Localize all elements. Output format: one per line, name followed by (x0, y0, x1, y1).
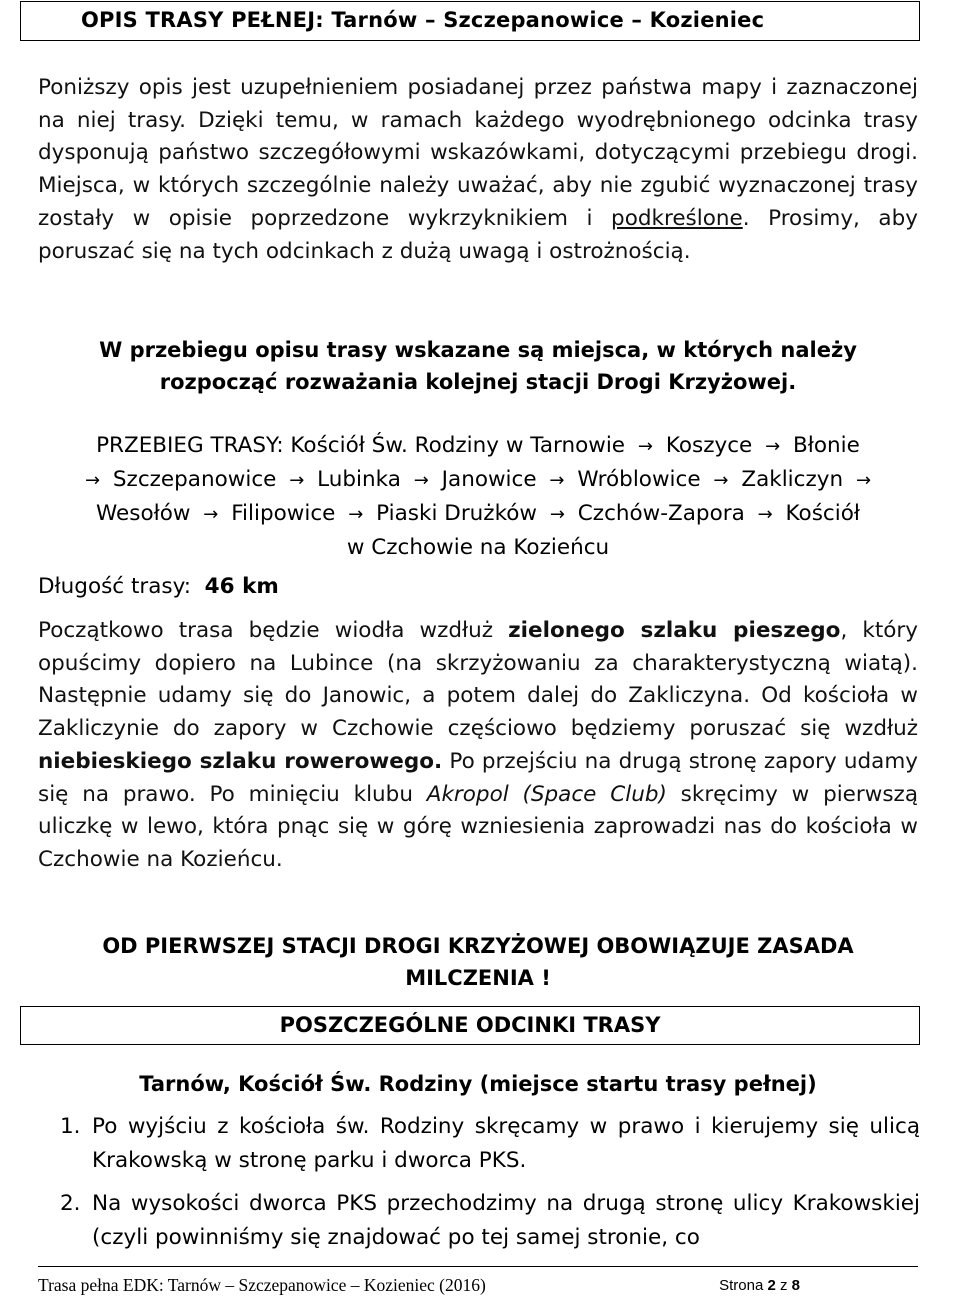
route-arrow-icon: → (549, 470, 565, 491)
route-arrow-icon: → (348, 504, 364, 525)
route-stop: w Czchowie na Kozieńcu (346, 535, 610, 560)
footer-document-name: Trasa pełna EDK: Tarnów – Szczepanowice – Kozieniec (2016) (38, 1275, 486, 1295)
route-arrow-icon: → (549, 504, 565, 525)
route-arrow-icon: → (84, 470, 101, 491)
details-text-3: Po przejściu na drugą stronę zapory udamy się na prawo. Po minięciu klubu (38, 748, 918, 807)
list-item (60, 1187, 920, 1255)
step-number: 1. (60, 1114, 81, 1139)
route-length-label: Długość trasy: (38, 574, 191, 599)
document-title: OPIS TRASY PEŁNEJ: Tarnów – Szczepanowice – Kozieniec (20, 1, 920, 41)
page-footer (38, 1266, 918, 1297)
route-arrow-icon: → (289, 470, 305, 491)
route-line-3 (38, 497, 918, 531)
steps-list (60, 1110, 920, 1255)
route-stop: Szczepanowice (112, 467, 277, 492)
route-description (38, 429, 918, 564)
route-stop: Kościół (785, 501, 860, 526)
total-pages: 8 (791, 1277, 800, 1294)
section-1-title: Tarnów, Kościół Św. Rodziny (miejsce startu trasy pełnej) (139, 1072, 817, 1096)
route-label: PRZEBIEG TRASY: (96, 433, 284, 458)
list-item (60, 1110, 920, 1178)
route-stop: Błonie (793, 433, 860, 458)
route-stop: Lubinka (317, 467, 401, 492)
intro-text-2: . Prosimy, aby poruszać się na tych odcinkach z dużą uwagą i ostrożnością. (38, 205, 918, 264)
route-arrow-icon: → (757, 504, 773, 525)
route-arrow-icon: → (765, 436, 781, 457)
club-name: Akropol (Space Club) (426, 781, 667, 807)
intro-text-1: Poniższy opis jest uzupełnieniem posiadanej przez państwa mapy i zaznaczonej na niej trasy. Dzięki temu, w ramach każdego wyodrębnionego odcinka trasy dysponują państwo szczegółowymi wskazówkami, dotyczącymi przebiegu drogi. Miejsca, w których szczególnie należy uważać, aby nie zgubić wyznaczonej trasy zostały w opisie poprzedzone wykrzyknikiem i (38, 75, 918, 231)
green-trail-name: zielonego szlaku pieszego (508, 618, 841, 643)
route-arrow-icon: → (203, 504, 219, 525)
details-text-1: Początkowo trasa będzie wiodła wzdłuż (38, 618, 509, 643)
sections-title: POSZCZEGÓLNE ODCINKI TRASY (20, 1006, 920, 1045)
route-stop: Wesołów (96, 501, 191, 526)
page-label: Strona (719, 1277, 764, 1294)
step-text: Po wyjściu z kościoła św. Rodziny skręcamy w prawo i kierujemy się ulicą Krakowską w stronę parku i dworca PKS. (92, 1114, 920, 1173)
step-text: Na wysokości dworca PKS przechodzimy na drugą stronę ulicy Krakowskiej (czyli powinniśmy się znajdować po tej samej stronie, co (92, 1191, 920, 1250)
intro-underlined-word: podkreślone (611, 205, 743, 231)
route-length-value: 46 km (204, 574, 279, 599)
page-number (719, 1277, 800, 1294)
route-line-2 (38, 463, 918, 497)
step-number: 2. (60, 1191, 81, 1216)
intro-paragraph (38, 72, 918, 268)
route-line-4 (38, 531, 918, 564)
route-stop: Zakliczyn (741, 467, 844, 492)
route-arrow-icon: → (413, 470, 429, 491)
route-stop: Wróblowice (577, 467, 701, 492)
details-text-2: , który opuścimy dopiero na Lubince (na skrzyżowaniu za charakterystyczną wiatą). Następnie udamy się do Janowic, a potem dalej do Zakliczyna. Od kościoła w Zakliczynie do zapory w Czchowie częściowo będziemy poruszać się wzdłuż (38, 618, 918, 742)
page-of: z (779, 1277, 788, 1294)
route-line-1 (38, 429, 918, 463)
route-stop: Janowice (441, 467, 537, 492)
details-text-4: skręcimy w pierwszą uliczkę w lewo, która pnąc się w górę wzniesienia zaprowadzi nas do kościoła w Czchowie na Kozieńcu. (38, 781, 918, 872)
blue-trail-name: niebieskiego szlaku rowerowego. (38, 748, 443, 774)
route-arrow-icon: → (637, 436, 653, 457)
route-length (38, 571, 279, 603)
route-stop: Koszyce (665, 433, 753, 458)
route-stop: Filipowice (231, 501, 336, 526)
route-stop: Kościół Św. Rodziny w Tarnowie (290, 433, 626, 458)
route-stop: Piaski Drużków (376, 501, 537, 526)
route-arrow-icon: → (713, 470, 729, 491)
current-page: 2 (767, 1277, 776, 1294)
route-arrow-icon: → (855, 470, 872, 491)
stations-note: W przebiegu opisu trasy wskazane są miejsca, w których należy rozpocząć rozważania kolejnej stacji Drogi Krzyżowej. (99, 338, 857, 394)
route-details-paragraph (38, 615, 918, 877)
silence-notice: OD PIERWSZEJ STACJI DROGI KRZYŻOWEJ OBOWIĄZUJE ZASADA MILCZENIA ! (102, 934, 854, 990)
route-stop: Czchów-Zapora (577, 501, 745, 526)
